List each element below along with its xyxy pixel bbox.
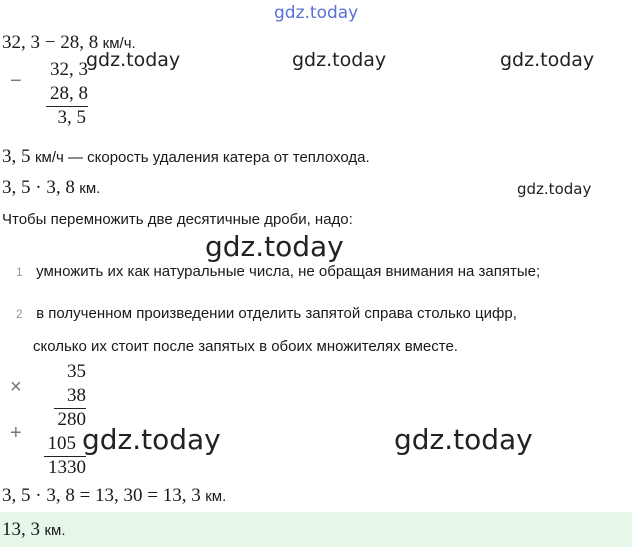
step2-line — [2, 177, 100, 199]
speed-text: км/ч — скорость удаления катера от теплохода. — [34, 149, 370, 166]
factor-1: 35 — [67, 361, 86, 382]
step1-unit: км/ч. — [102, 35, 136, 52]
answer-box — [0, 512, 632, 547]
watermark-big-right: gdz.today — [394, 423, 533, 456]
step2-expression: 3, 5 · 3, 8 — [2, 177, 75, 198]
rule-continuation: сколько их стоит после запятых в обоих множителях вместе. — [33, 338, 458, 355]
speed-line — [2, 146, 370, 168]
plus-sign: + — [10, 422, 22, 444]
minuend: 32, 3 — [50, 59, 88, 80]
times-sign: × — [10, 376, 22, 398]
final-expression: 3, 5 · 3, 8 = 13, 30 = 13, 3 — [2, 485, 201, 506]
partial-product-1: 280 — [57, 409, 86, 430]
final-line — [2, 485, 226, 507]
step1-expression: 32, 3 − 28, 8 — [2, 32, 99, 53]
rule-intro: Чтобы перемножить две десятичные дроби, надо: — [2, 211, 353, 228]
difference: 3, 5 — [57, 107, 86, 128]
answer-unit: км. — [44, 522, 66, 539]
watermark-small-right: gdz.today — [517, 180, 592, 198]
watermark-row1-a: gdz.today — [86, 49, 181, 71]
watermark-big-left: gdz.today — [82, 423, 221, 456]
watermark-big-center: gdz.today — [205, 230, 344, 263]
subtrahend: 28, 8 — [50, 83, 88, 104]
rule-item-1-text: умножить их как натуральные числа, не обращая внимания на запятые; — [36, 263, 541, 280]
answer-line — [2, 519, 66, 541]
rule-item-2-number: 2 — [16, 307, 23, 321]
rule-item-1-number: 1 — [16, 265, 23, 279]
rule-item-2-text: в полученном произведении отделить запятой справа столько цифр, — [36, 305, 517, 322]
watermark-row1-c: gdz.today — [500, 49, 595, 71]
step2-unit: км. — [79, 180, 101, 197]
rule-item-2 — [16, 305, 517, 323]
factor-2: 38 — [67, 385, 86, 406]
speed-value: 3, 5 — [2, 146, 31, 167]
watermark-row1-b: gdz.today — [292, 49, 387, 71]
final-unit: км. — [205, 488, 227, 505]
minus-sign: − — [10, 70, 22, 92]
rule-item-1 — [16, 263, 540, 281]
answer-value: 13, 3 — [2, 519, 40, 540]
product-result: 1330 — [48, 457, 86, 478]
watermark-top: gdz.today — [274, 3, 359, 23]
partial-product-2: 105 — [47, 433, 76, 454]
